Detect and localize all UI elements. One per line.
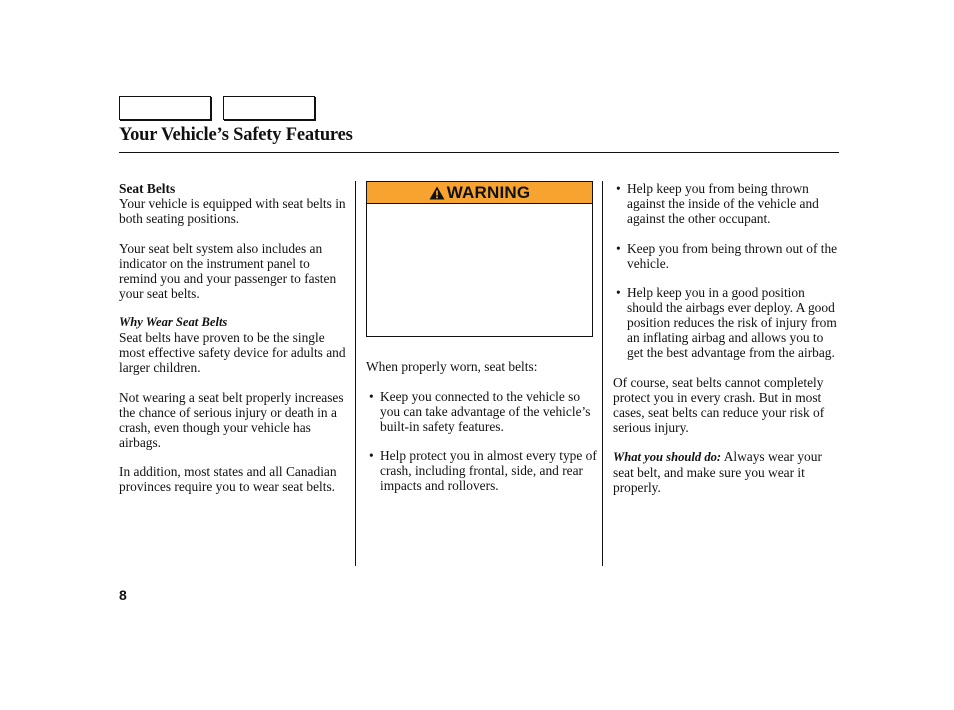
bullet-icon: • [369, 388, 374, 404]
inline-heading: What you should do: [613, 450, 722, 464]
warning-box [366, 181, 593, 337]
list-item: • Help protect you in almost every type of crash, including frontal, side, and rear impacts and rollovers. [369, 448, 597, 493]
paragraph: What you should do: Always wear your seat belt, and make sure you wear it properly. [613, 449, 822, 495]
list-item: • Help keep you from being thrown against the inside of the vehicle and against the other occupant. [616, 181, 819, 226]
list-item: • Help keep you in a good position should the airbags ever deploy. A good position reduces the risk of injury from an inflating airbag and allows you to get the best advantage from the airbag. [616, 285, 837, 360]
paragraph: Your seat belt system also includes an indicator on the instrument panel to remind you and your passenger to fasten your seat belts. [119, 240, 337, 301]
paragraph: Not wearing a seat belt properly increases the chance of serious injury or death in a crash, even though your vehicle has airbags. [119, 389, 344, 450]
nav-button-left[interactable] [119, 96, 211, 120]
paragraph: Your vehicle is equipped with seat belts in both seating positions. [119, 196, 346, 226]
page-title: Your Vehicle’s Safety Features [119, 125, 353, 145]
warning-triangle-icon [429, 186, 445, 200]
bullet-icon: • [616, 240, 621, 256]
column-right [613, 181, 841, 510]
bullet-icon: • [616, 285, 621, 300]
column-divider-1 [355, 181, 356, 566]
paragraph: When properly worn, seat belts: [366, 359, 538, 374]
paragraph: Of course, seat belts cannot completely protect you in every crash. But in most cases, seat belts can reduce your risk of serious injury. [613, 374, 825, 435]
column-left [119, 181, 349, 509]
list-item: • Keep you connected to the vehicle so you can take advantage of the vehicle’s built-in safety features. [369, 388, 591, 434]
nav-button-right[interactable] [223, 96, 315, 120]
list-item: • Keep you from being thrown out of the vehicle. [616, 240, 838, 271]
section-heading: Seat Belts [119, 181, 176, 196]
warning-label: WARNING [446, 182, 531, 202]
column-divider-2 [602, 181, 603, 566]
bullet-icon: • [369, 448, 374, 463]
bullet-icon: • [616, 181, 621, 196]
warning-header [367, 182, 592, 204]
subsection-heading: Why Wear Seat Belts [119, 315, 228, 329]
title-divider [119, 152, 839, 153]
column-middle [366, 359, 598, 508]
page-number: 8 [119, 587, 127, 603]
paragraph: Seat belts have proven to be the single most effective safety device for adults and larger children. [119, 330, 346, 375]
paragraph: In addition, most states and all Canadian provinces require you to wear seat belts. [119, 464, 337, 494]
